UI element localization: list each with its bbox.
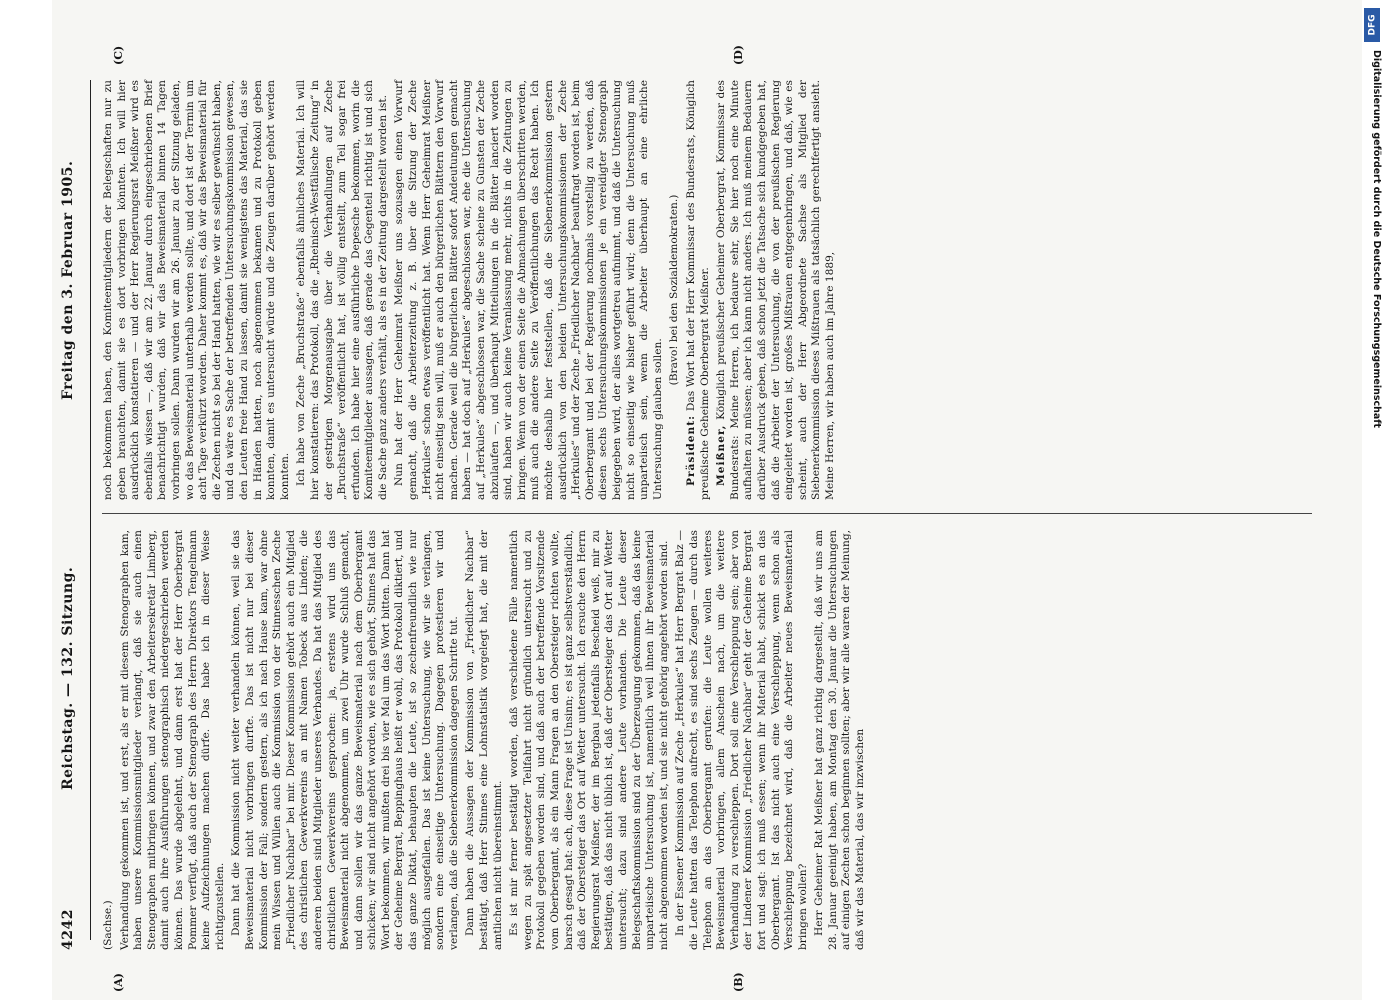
digitization-note: Digitalisierung gefördert durch die Deutsche Forschungsgemeinschaft	[1371, 50, 1382, 428]
speech-text: Königlich preußischer Geheimer Oberbergrat, Kommissar des Bundesrats: Meine Herren, ich bedaure sehr, Sie hier noch eine Minute aufhalten zu müssen; aber ich kann nicht anders. Ich muß meinem Bedauern darüber Ausdruck geben, daß schon jetzt die Tatsache sich kundgegeben hat, daß die Arbeiter der Untersuchung, die von der preußischen Regierung eingeleitet worden ist, großes Mißtrauen entgegenbringen, und daß, wie es scheint, auch der Herr Abgeordnete Sachse als Mitglied der Siebenerkommission dieses Mißtrauen als tatsächlich gerechtfertigt ansieht. Meine Herren, wir haben auch im Jahre 1889,	[715, 80, 836, 500]
speech-text: Das Wort hat der Herr Kommissar des Bundesrats, Königlich preußische Geheime Oberbergrat Meißner.	[684, 80, 711, 500]
speaker-name: Präsident:	[684, 414, 697, 486]
paragraph: Es ist mir ferner bestätigt worden, daß verschiedene Fälle namentlich wegen zu spät angesetzter Teilfahrt nicht gründlich untersucht und zu Protokoll gegeben worden sind, und daß auch der betreffende Vorsitzende vom Oberbergamt, als ein Mann Fragen an den Obersteiger richten wollte, barsch gesagt hat: ach, diese Frage ist Unsinn; es ist ganz selbstverständlich, daß der Obersteiger das Ort auf Wetter untersucht. Ich ersuche den Herrn Regierungsrat Meißner, der im Bergbau jedenfalls Bescheid weiß, mir zu bestätigen, daß das nicht üblich ist, daß der Obersteiger das Ort auf Wetter untersucht; dazu sind andere Leute vorhanden. Die Leute dieser Belegschaftskommission sind zu der Überzeugung gekommen, daß das keine unparteiische Untersuchung ist, namentlich weil ihnen ihr Beweismaterial nicht abgenommen worden ist, und sie nicht gehörig angehört worden sind.	[508, 530, 670, 950]
paragraph: Dann haben die Aussagen der Kommission von „Friedlicher Nachbar“ bestätigt, daß Herr Stinnes eine Lohnstatistik vorgelegt hat, die mit der amtlichen nicht übereinstimmt.	[464, 530, 504, 950]
column-divider	[102, 513, 1312, 514]
header-rule	[90, 80, 91, 940]
paragraph: Nun hat der Herr Geheimrat Meißner uns sozusagen einen Vorwurf gemacht, daß die Arbeiterzeitung z. B. über die Sitzung der Zeche „Herkules“ schon etwas veröffentlicht hat. Wenn Herr Geheimrat Meißner nicht einseitig sein will, muß er auch den bürgerlichen Blättern den Vorwurf machen. Gerade weil die bürgerlichen Blätter sofort Andeutungen gemacht haben — hat doch auf „Herkules“ abgeschlossen war, ehe die Untersuchung auf „Herkules“ abgeschlossen war, die Sache scheine zu Gunsten der Zeche abzulaufen —, und überhaupt Mitteilungen in die Blätter lanciert worden sind, haben wir auch keine Veranlassung mehr, nichts in die Zeitungen zu bringen. Wenn von der einen Seite die Abmachungen überschritten werden, muß auch die andere Seite zu Veröffentlichungen das Recht haben. Ich möchte deshalb hier feststellen, daß die Siebenerkommission gestern ausdrücklich von den beiden Untersuchungskommissionen der Zeche „Herkules“ und der Zeche „Friedlicher Nachbar“ beauftragt worden ist, beim Oberbergamt und bei der Regierung nochmals vorstellig zu werden, daß diesen sechs Untersuchungskommissionen je ein vereidigter Stenograph beigegeben wird, der alles wortgetreu aufnimmt, und daß die Untersuchung nicht so einseitig wie bisher geführt wird; denn die Untersuchung muß unparteiisch sein, wenn die Arbeiter überhaupt an eine ehrliche Untersuchung glauben sollen.	[393, 80, 664, 500]
paragraph: noch bekommen haben, den Komiteemitgliedern der Belegschaften nur zu geben brauchten, damit sie es dort vorbringen könnten. Ich will hier ausdrücklich konstatieren — und der Herr Regierungsrat Meißner wird es ebenfalls wissen —, daß wir am 22. Januar durch eingeschriebenen Brief benachrichtigt wurden, daß wir das Beweismaterial binnen 14 Tagen vorbringen sollen. Dann wurden wir am 26. Januar zu der Sitzung geladen, wo das Beweismaterial unterhalb werden sollte, und dort ist der Termin um acht Tage verkürzt worden. Daher kommt es, daß wir das Beweismaterial für die Zechen nicht so bei der Hand hatten, wie wir es selber gewünscht haben, und da wäre es Sache der betreffenden Untersuchungskommission gewesen, den Leuten freie Hand zu lassen, damit sie wenigstens das Material, das sie in Händen hatten, noch abgenommen bekamen und zu Protokoll geben konnten, damit es untersucht würde und die Zeugen darüber gehört werden konnten.	[102, 80, 291, 500]
margin-marker-b: (B)	[732, 972, 745, 992]
president-paragraph	[685, 80, 712, 500]
header-right-title: Freitag den 3. Februar 1905.	[60, 160, 76, 400]
header-left-title: Reichstag. — 132. Sitzung.	[60, 566, 76, 790]
meissner-paragraph	[715, 80, 837, 500]
paragraph: Herr Geheimer Rat Meißner hat ganz richtig dargestellt, daß wir uns am 28. Januar geeinigt haben, am Montag den 30. Januar die Untersuchungen auf einigen Zechen schon beginnen sollten; aber wir alle waren der Meinung, daß wir das Material, das wir inzwischen	[813, 530, 867, 950]
margin-marker-a: (A)	[112, 973, 125, 992]
paragraph: Verhandlung gekommen ist, und erst, als er mit diesem Stenographen kam, haben unsere Kommissionsmitglieder verlangt, daß sie auch einen Stenographen mitbringen können, und zwar den Arbeitersekretär Limberg, damit auch ihre Ausführungen stenographisch niedergeschrieben werden können. Das wurde abgelehnt, und dann erst hat der Herr Oberbergrat Pommer verfügt, daß auch der Stenograph des Herrn Direktors Tengelmann keine Aufzeichnungen machen dürfe. Das habe ich in dieser Weise richtigzustellen.	[118, 530, 226, 950]
margin-marker-d: (D)	[732, 45, 745, 65]
page-number: 4242	[60, 909, 76, 950]
paragraph: Dann hat die Kommission nicht weiter verhandeln können, weil sie das Beweismaterial nicht vorbringen durfte. Das ist nicht nur bei dieser Kommission der Fall; sondern gestern, als ich nach Hause kam, war ohne mein Wissen und Willen auch die Kommission von der Stinnesschen Zeche „Friedlicher Nachbar“ bei mir. Dieser Kommission gehört auch ein Mitglied des christlichen Gewerkvereins an mit Namen Tobeck aus Linden; die anderen beiden sind Mitglieder unseres Verbandes. Da hat das Mitglied des christlichen Gewerkvereins gesprochen: ja, erstens wird uns das Beweismaterial nicht abgenommen, um zwei Uhr wurde Schluß gemacht, und dann sollen wir das ganze Beweismaterial nach dem Oberbergamt schicken; wir sind nicht angehört worden, wie es sich gehört, Stinnes hat das Wort bekommen, wir mußten drei bis vier Mal um das Wort bitten. Dann hat der Geheime Bergrat, Beppinghaus heißt er wohl, das Protokoll diktiert, und das ganze Diktat, behaupten die Leute, ist so zechenfreundlich wie nur möglich ausgefallen. Das ist keine Untersuchung, wie wir sie verlangen, sondern eine einseitige Untersuchung. Dagegen protestieren wir und verlangen, daß die Siebenerkommission dagegen Schritte tut.	[230, 530, 460, 950]
applause-note: (Bravo! bei den Sozialdemokraten.)	[668, 194, 681, 386]
dfg-logo: DFG	[1364, 8, 1380, 42]
speaker-name: Meißner,	[715, 424, 728, 486]
right-column	[102, 80, 1322, 500]
rotated-page-content	[52, 45, 1337, 992]
page-header	[52, 60, 92, 960]
paragraph: In der Essener Kommission auf Zeche „Herkules“ hat Herr Bergrat Balz — die Leute hatten das Telephon aufrecht, es sind sechs Zeugen — durch das Telephon an das Oberbergamt gerufen: die Leute wollen weiteres Beweismaterial vorbringen, allem Anschein nach, um die weitere Verhandlung zu verschleppen. Dort soll eine Verschleppung sein; aber von der Lindener Kommission „Friedlicher Nachbar“ geht der Geheime Bergrat fort und sagt: ich muß essen; wenn ihr Material habt, schickt es an das Oberbergamt. Ist das nicht auch eine Verschleppung, wenn schon als Verschleppung bezeichnet wird, daß die Arbeiter neues Beweismaterial bringen wollen?	[674, 530, 809, 950]
speaker-tag: (Sachse.)	[102, 900, 114, 950]
margin-marker-c: (C)	[112, 45, 125, 65]
left-column	[102, 530, 1322, 950]
paragraph: Ich habe von Zeche „Bruchstraße“ ebenfalls ähnliches Material. Ich will hier konstatieren: das Protokoll, das die „Rheinisch-Westfälische Zeitung“ in der gestrigen Morgenausgabe über die Verhandlungen auf Zeche „Bruchstraße“ veröffentlicht hat, ist völlig entstellt, zum Teil sogar frei erfunden. Ich habe hier eine ausführliche Depesche bekommen, worin die Komiteemitglieder aussagen, daß gerade das Gegenteil richtig ist und sich die Sache ganz anders verhält, als es in der Zeitung dargestellt worden ist.	[295, 80, 389, 500]
